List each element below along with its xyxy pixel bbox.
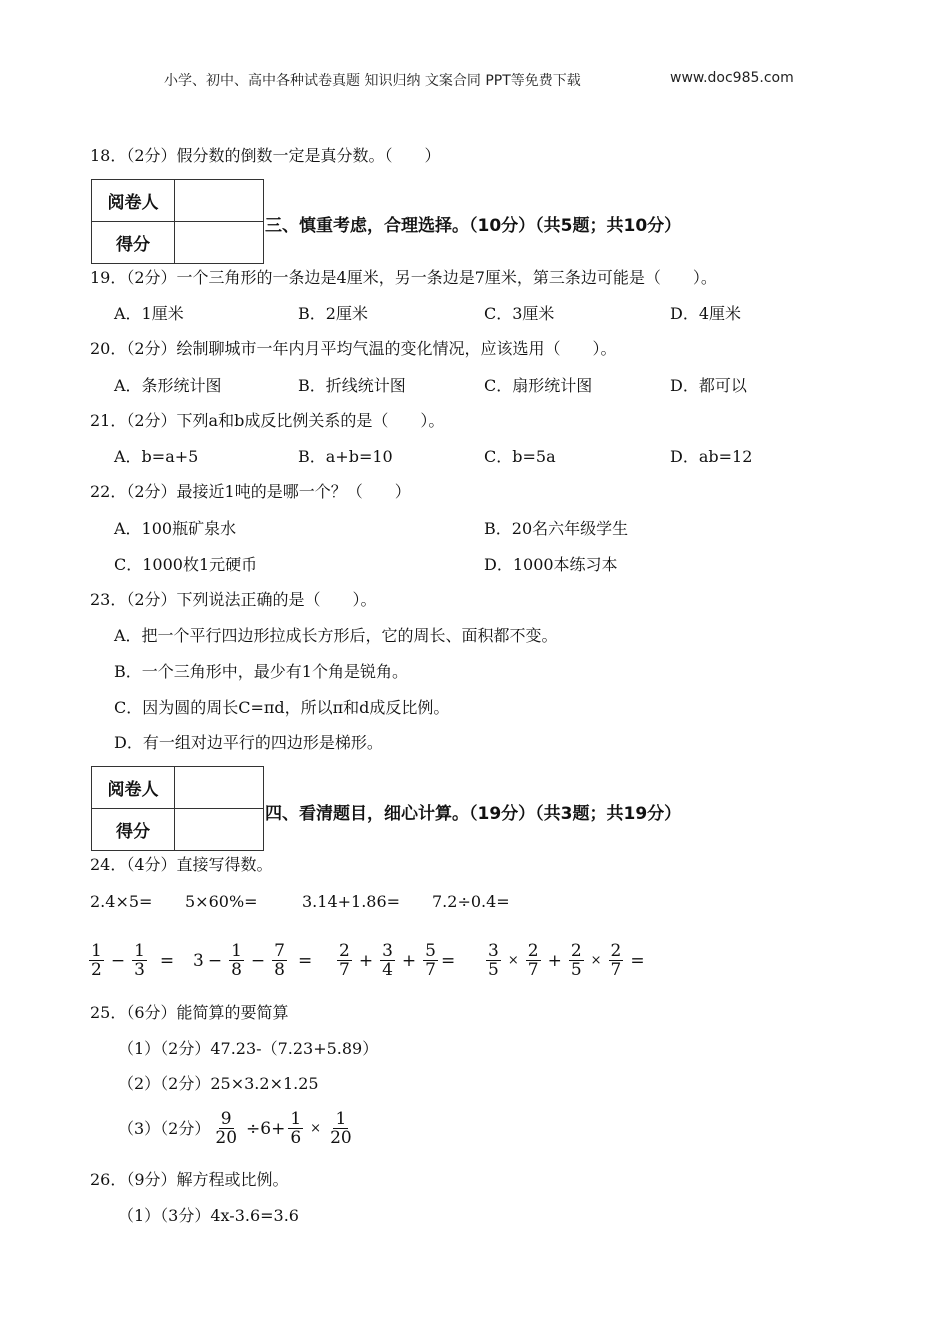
q25-part-3: （3）（2分） $\frac{9}{20}$ ÷6+ $\frac{1}{6}$ × $\frac{1}{20}$ <box>118 1109 352 1148</box>
question-23: 23．（2分）下列说法正确的是（ ）。 <box>90 590 377 609</box>
q19-option-c: C．3厘米 <box>484 304 555 323</box>
q25-part-2: （2）（2分）25×3.2×1.25 <box>118 1074 319 1093</box>
fraction: $\frac{5}{7}$ <box>425 941 436 980</box>
fraction: $\frac{3}{4}$ <box>382 941 393 980</box>
fraction: $\frac{1}{6}$ <box>290 1109 302 1148</box>
q20-option-a: A．条形统计图 <box>114 376 222 395</box>
q20-option-c: C．扇形统计图 <box>484 376 593 395</box>
fraction: $\frac{1}{3}$ <box>134 941 145 980</box>
reviewer-label: 阅卷人 <box>92 180 175 222</box>
reviewer-label: 阅卷人 <box>92 767 175 809</box>
q23-option-a: A．把一个平行四边形拉成长方形后，它的周长、面积都不变。 <box>114 626 558 645</box>
calc-item: 2.4×5= <box>90 892 153 911</box>
q25-part-1: （1）（2分）47.23-（7.23+5.89） <box>118 1039 379 1058</box>
fraction-expr-c: $\frac{2}{7}$ + $\frac{3}{4}$ + $\frac{5}{7}$ = <box>339 941 456 980</box>
score-table-2 <box>91 766 264 851</box>
q21-option-a: A．b=a+5 <box>114 447 199 466</box>
fraction-expr-b: 3 − $\frac{1}{8}$ − $\frac{7}{8}$ = <box>193 941 313 980</box>
section-4-title: 四、看清题目，细心计算。（19分）（共3题；共19分） <box>265 804 682 824</box>
fraction: $\frac{1}{8}$ <box>231 941 242 980</box>
score-label: 得分 <box>92 222 175 264</box>
question-22: 22．（2分）最接近1吨的是哪一个？（ ） <box>90 482 411 501</box>
header-text: 小学、初中、高中各种试卷真题 知识归纳 文案合同 PPT等免费下载 <box>164 73 581 89</box>
q22-option-c: C．1000枚1元硬币 <box>114 555 258 574</box>
fraction: $\frac{9}{20}$ <box>215 1109 238 1148</box>
question-21: 21．（2分）下列a和b成反比例关系的是（ ）。 <box>90 411 445 430</box>
fraction-expr-d: $\frac{3}{5}$ × $\frac{2}{7}$ + $\frac{2}{5}$ × $\frac{2}{7}$ = <box>488 941 645 980</box>
q22-option-b: B．20名六年级学生 <box>484 519 629 538</box>
fraction: $\frac{2}{7}$ <box>610 941 622 980</box>
q22-option-a: A．100瓶矿泉水 <box>114 519 237 538</box>
calc-item: 5×60%= <box>185 892 258 911</box>
q26-part-1: （1）（3分）4x-3.6=3.6 <box>118 1206 299 1225</box>
score-label: 得分 <box>92 809 175 851</box>
header-url: www.doc985.com <box>670 70 794 86</box>
fraction: $\frac{1}{2}$ <box>91 941 102 980</box>
question-25: 25．（6分）能简算的要简算 <box>90 1003 289 1022</box>
q21-option-c: C．b=5a <box>484 447 556 466</box>
reviewer-cell <box>175 180 264 222</box>
fraction: $\frac{7}{8}$ <box>274 941 285 980</box>
q21-option-d: D．ab=12 <box>670 447 753 466</box>
q20-option-b: B．折线统计图 <box>298 376 406 395</box>
q23-option-c: C．因为圆的周长C=πd，所以π和d成反比例。 <box>114 698 450 717</box>
calc-item: 3.14+1.86= <box>302 892 401 911</box>
reviewer-cell <box>175 767 264 809</box>
score-table <box>91 179 264 264</box>
score-cell <box>175 222 264 264</box>
q20-option-d: D．都可以 <box>670 376 747 395</box>
q19-option-d: D．4厘米 <box>670 304 742 323</box>
q23-option-b: B．一个三角形中，最少有1个角是锐角。 <box>114 662 408 681</box>
q21-option-b: B．a+b=10 <box>298 447 393 466</box>
score-cell <box>175 809 264 851</box>
question-19: 19．（2分）一个三角形的一条边是4厘米，另一条边是7厘米，第三条边可能是（ ）。 <box>90 268 717 287</box>
fraction: $\frac{1}{20}$ <box>330 1109 352 1148</box>
q22-option-d: D．1000本练习本 <box>484 555 618 574</box>
question-24: 24．（4分）直接写得数。 <box>90 855 273 874</box>
fraction: $\frac{2}{5}$ <box>570 941 582 980</box>
q19-option-b: B．2厘米 <box>298 304 368 323</box>
question-26: 26．（9分）解方程或比例。 <box>90 1170 289 1189</box>
fraction: $\frac{2}{7}$ <box>527 941 539 980</box>
question-20: 20．（2分）绘制聊城市一年内月平均气温的变化情况，应该选用（ ）。 <box>90 339 617 358</box>
fraction-expr-a: $\frac{1}{2}$ − $\frac{1}{3}$ = <box>91 941 175 980</box>
section-3-title: 三、慎重考虑，合理选择。（10分）（共5题；共10分） <box>265 216 682 236</box>
question-18: 18．（2分）假分数的倒数一定是真分数。（ ） <box>90 146 441 165</box>
q19-option-a: A．1厘米 <box>114 304 184 323</box>
fraction: $\frac{2}{7}$ <box>339 941 350 980</box>
q23-option-d: D．有一组对边平行的四边形是梯形。 <box>114 733 383 752</box>
calc-item: 7.2÷0.4= <box>432 892 510 911</box>
fraction: $\frac{3}{5}$ <box>488 941 499 980</box>
